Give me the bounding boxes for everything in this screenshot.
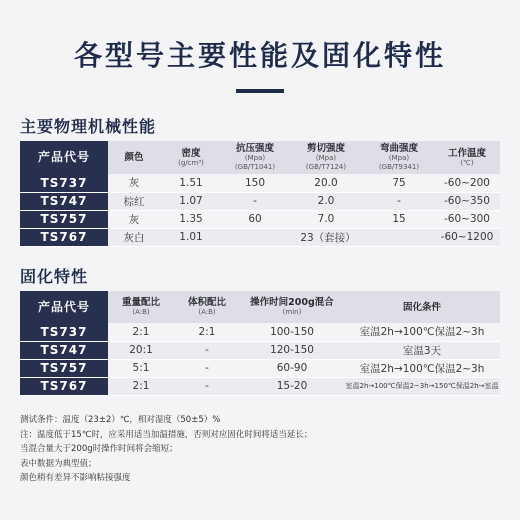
cure-condition-cell: 室温2h→100℃保温2~3h→150℃保温2h→室温 — [344, 377, 500, 395]
weight-ratio-cell: 20:1 — [108, 341, 174, 359]
volume-ratio-cell: 2:1 — [174, 323, 240, 341]
compress-cell: - — [222, 192, 288, 210]
density-cell: 1.51 — [160, 174, 222, 192]
table-row — [20, 377, 500, 395]
mech-header-model: 产品代号 — [20, 141, 108, 174]
density-cell: 1.07 — [160, 192, 222, 210]
mech-section-title: 主要物理机械性能 — [20, 117, 157, 136]
density-cell: 1.01 — [160, 228, 222, 246]
pot-time-cell: 15-20 — [240, 377, 344, 395]
pot-time-cell: 120-150 — [240, 341, 344, 359]
cure-header-time: 操作时间200g混合 (min) — [240, 291, 344, 323]
shear-cell: 7.0 — [288, 210, 364, 228]
color-cell: 灰白 — [108, 228, 160, 246]
model-code: TS737 — [20, 323, 108, 341]
model-code: TS757 — [20, 210, 108, 228]
note-line: 当混合量大于200g时操作时间将会缩短； — [20, 444, 178, 454]
shear-cell: 23（套接） — [222, 228, 434, 246]
color-cell: 棕红 — [108, 192, 160, 210]
note-line: 注：温度低于15℃时，应采用适当加温措施，否则对应固化时间将适当延长； — [20, 429, 313, 440]
temp-cell: -60~200 — [434, 174, 500, 192]
cure-header-weight: 重量配比 (A:B) — [108, 291, 174, 323]
bend-cell: 15 — [364, 210, 434, 228]
color-cell: 灰 — [108, 210, 160, 228]
mech-header-color: 颜色 — [108, 141, 160, 174]
weight-ratio-cell: 2:1 — [108, 323, 174, 341]
temp-cell: -60~1200 — [434, 228, 500, 246]
pot-time-cell: 100-150 — [240, 323, 344, 341]
cure-header-model: 产品代号 — [20, 291, 108, 323]
cure-condition-cell: 室温2h→100℃保温2~3h — [344, 323, 500, 341]
cure-condition-cell: 室温3天 — [344, 341, 500, 359]
cure-condition-cell: 室温2h→100℃保温2~3h — [344, 359, 500, 377]
model-code: TS767 — [20, 377, 108, 395]
compress-cell: 60 — [222, 210, 288, 228]
model-code: TS747 — [20, 341, 108, 359]
cure-header-volume: 体积配比 (A:B) — [174, 291, 240, 323]
volume-ratio-cell: - — [174, 359, 240, 377]
bend-cell: - — [364, 192, 434, 210]
table-row — [20, 210, 500, 228]
mech-header-temp: 工作温度 (℃) — [434, 141, 500, 174]
title-underline — [236, 89, 284, 93]
temp-cell: -60~350 — [434, 192, 500, 210]
table-row — [20, 341, 500, 359]
mech-header-density: 密度 (g/cm³) — [160, 141, 222, 174]
mech-header-bend: 弯曲强度 (Mpa) (GB/T9341) — [364, 141, 434, 174]
temp-cell: -60~300 — [434, 210, 500, 228]
mech-header-compress: 抗压强度 (Mpa) (GB/T1041) — [222, 141, 288, 174]
volume-ratio-cell: - — [174, 377, 240, 395]
shear-cell: 2.0 — [288, 192, 364, 210]
pot-time-cell: 60-90 — [240, 359, 344, 377]
table-row — [20, 192, 500, 210]
model-code: TS757 — [20, 359, 108, 377]
model-code: TS737 — [20, 174, 108, 192]
cure-header-condition: 固化条件 — [344, 291, 500, 323]
table-row — [20, 323, 500, 341]
mech-table — [20, 141, 500, 247]
bend-cell: 75 — [364, 174, 434, 192]
density-cell: 1.35 — [160, 210, 222, 228]
weight-ratio-cell: 5:1 — [108, 359, 174, 377]
note-line: 颜色稍有差异不影响粘接强度 — [20, 473, 131, 483]
mech-header-shear: 剪切强度 (Mpa) (GB/T7124) — [288, 141, 364, 174]
page-title: 各型号主要性能及固化特性 — [73, 39, 446, 72]
table-row — [20, 174, 500, 192]
cure-section-title: 固化特性 — [20, 267, 89, 286]
cure-table — [20, 291, 500, 396]
weight-ratio-cell: 2:1 — [108, 377, 174, 395]
model-code: TS767 — [20, 228, 108, 246]
note-line: 测试条件：温度（23±2）℃，相对湿度（50±5）% — [20, 415, 221, 425]
model-code: TS747 — [20, 192, 108, 210]
table-row — [20, 228, 500, 246]
test-notes — [20, 413, 500, 486]
color-cell: 灰 — [108, 174, 160, 192]
note-line: 表中数据为典型值； — [20, 458, 97, 469]
table-row — [20, 359, 500, 377]
volume-ratio-cell: - — [174, 341, 240, 359]
shear-cell: 20.0 — [288, 174, 364, 192]
compress-cell: 150 — [222, 174, 288, 192]
